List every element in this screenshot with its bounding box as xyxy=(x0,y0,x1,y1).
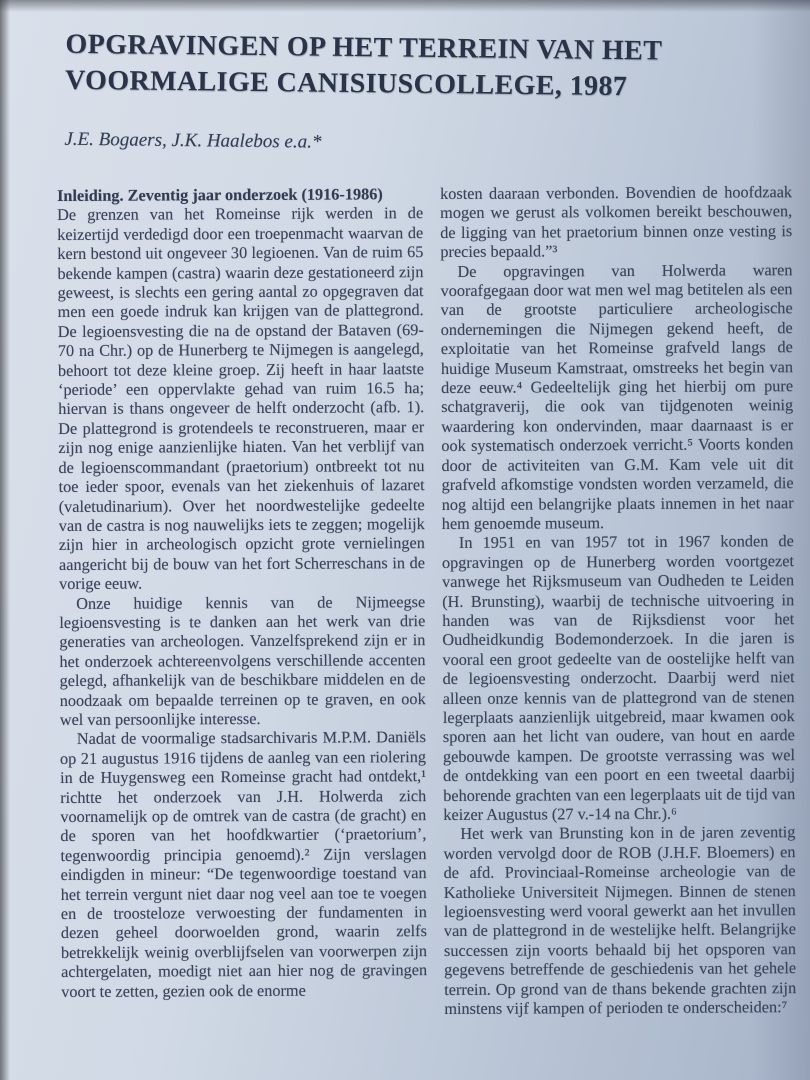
paragraph: In 1951 en van 1957 tot in 1967 konden de opgravingen op de Hunerberg worden voortgezet vanwege het Rijksmuseum van Oudheden te Leiden (H. Brunsting), waarbij de technische uitvoering in handen was van de Rijksdienst voor het Oudheidkundig Bodemonderzoek. In die jaren is vooral een groot gedeelte van de oostelijke helft van de legioensvesting onderzocht. Daarbij werd niet alleen onze kennis van de plattegrond van de stenen legerplaats aanzienlijk uitgebreid, maar kwamen ook sporen aan het licht van oudere, van hout en aarde gebouwde kampen. De grootste verrassing was wel de ontdekking van een poort en een tweetal daarbij behorende grachten van een legerplaats uit de tijd van keizer Augustus (27 v.-14 na Chr.).⁶ xyxy=(441,531,796,824)
paragraph: Het werk van Brunsting kon in de jaren zeventig worden vervolgd door de ROB (J.H.F. Bloemers) en de afd. Provinciaal-Romeinse archeologie van de Katholieke Universiteit Nijmegen. Binnen de stenen legioensvesting werd vooral gewerkt aan het invullen van de plattegrond in de westelijke helft. Belangrijke successen zijn voorts behaald bij het opsporen van gegevens betreffende de geschiedenis van het gehele terrein. Op grond van de thans bekende grachten zijn minstens vijf kampen of perioden te onderscheiden:⁷ xyxy=(443,822,797,1019)
paragraph: Onze huidige kennis van de Nijmeegse legioensvesting is te danken aan het werk van drie generaties van archeologen. Vanzelfsprekend zijn er in het onderzoek achtereenvolgens verschillende accenten gelegd, afhankelijk van de beschikbare middelen en de noodzaak om bepaalde terreinen op te graven, en ook wel van persoonlijke interesse. xyxy=(59,591,426,729)
section-heading: Inleiding. Zeventig jaar onderzoek (1916-1986) xyxy=(57,184,383,205)
article-title-line1: OPGRAVINGEN OP HET TERREIN VAN HET xyxy=(65,28,663,67)
paragraph: Nadat de voormalige stadsarchivaris M.P.M. Daniëls op 21 augustus 1916 tijdens de aanleg van een riolering in de Huygensweg een Romeinse gracht had ontdekt,¹ richtte het onderzoek van J.H. Holwerda zich voornamelijk op de omtrek van de castra (de gracht) en de sporen van het hoofdkwartier (‘praetorium’, tegenwoordig principia genoemd).² Zijn verslagen eindigden in mineur: “De tegenwoordige toestand van het terrein vergunt niet daar nog veel aan toe te voegen en de troosteloze verwoesting der fundamenten in dezen geheel doorwoelden grond, waarin zelfs betrekkelijk weinig overblijfselen van voorwerpen zijn achtergelaten, moedigt niet aan hier nog de gravingen voort te zetten, gezien ook de enorme xyxy=(59,727,428,1001)
two-column-body xyxy=(57,182,797,1080)
right-column xyxy=(440,182,797,1078)
article-header xyxy=(0,0,810,159)
article-title-line2: VOORMALIGE CANISIUSCOLLEGE, 1987 xyxy=(64,64,628,103)
paragraph: kosten daaraan verbonden. Bovendien de hoofdzaak mogen we gerust als volkomen bereikt beschouwen, de ligging van het praetorium binnen onze vesting is precies bepaald.”³ xyxy=(439,182,793,262)
left-column xyxy=(57,184,428,1080)
paragraph: De opgravingen van Holwerda waren voorafgegaan door wat men wel mag betitelen als een van de grootste particuliere archeologische ondernemingen die Nijmegen gekend heeft, de exploitatie van het Romeinse grafveld langs de huidige Museum Kamstraat, omstreeks het begin van deze eeuw.⁴ Gedeeltelijk ging het hierbij om pure schatgraverij, die ook van tijdgenoten weinig waardering kon ondervinden, maar daarnaast is er ook systematisch onderzoek verricht.⁵ Voorts konden door de activiteiten van G.M. Kam vele uit dit grafveld afkomstige vondsten worden verzameld, die nog altijd een belangrijke plaats innemen in het naar hem genoemde museum. xyxy=(440,259,794,533)
paragraph: De grenzen van het Romeinse rijk werden in de keizertijd verdedigd door een troepenmacht waarvan de kern bestond uit ongeveer 30 legioenen. Van de ruim 65 bekende kampen (castra) waarin deze gestationeerd zijn geweest, is slechts een gering aantal zo opgegraven dat men een goede indruk kan krijgen van de plattegrond. De legioensvesting die na de opstand der Bataven (69-70 na Chr.) op de Hunerberg te Nijmegen is aangelegd, behoort tot deze kleine groep. Zij heeft in haar laatste ‘periode’ een oppervlakte gehad van ruim 16.5 ha; hiervan is thans ongeveer de helft onderzocht (afb. 1). De plattegrond is grotendeels te reconstrueren, maar er zijn nog enige aanzienlijke hiaten. Van het verblijf van de legioenscommandant (praetorium) ontbreekt tot nu toe ieder spoor, evenals van het ziekenhuis of lazaret (valetudinarium). Over het noordwestelijke gedeelte van de castra is nog nauwelijks iets te zeggen; mogelijk zijn hier in archeologisch opzicht grote vernielingen aangericht bij de bouw van het fort Scherreschans in de vorige eeuw. xyxy=(57,203,426,594)
article-authors: J.E. Bogaers, J.K. Haalebos e.a.* xyxy=(64,128,322,153)
article-title xyxy=(65,27,770,107)
